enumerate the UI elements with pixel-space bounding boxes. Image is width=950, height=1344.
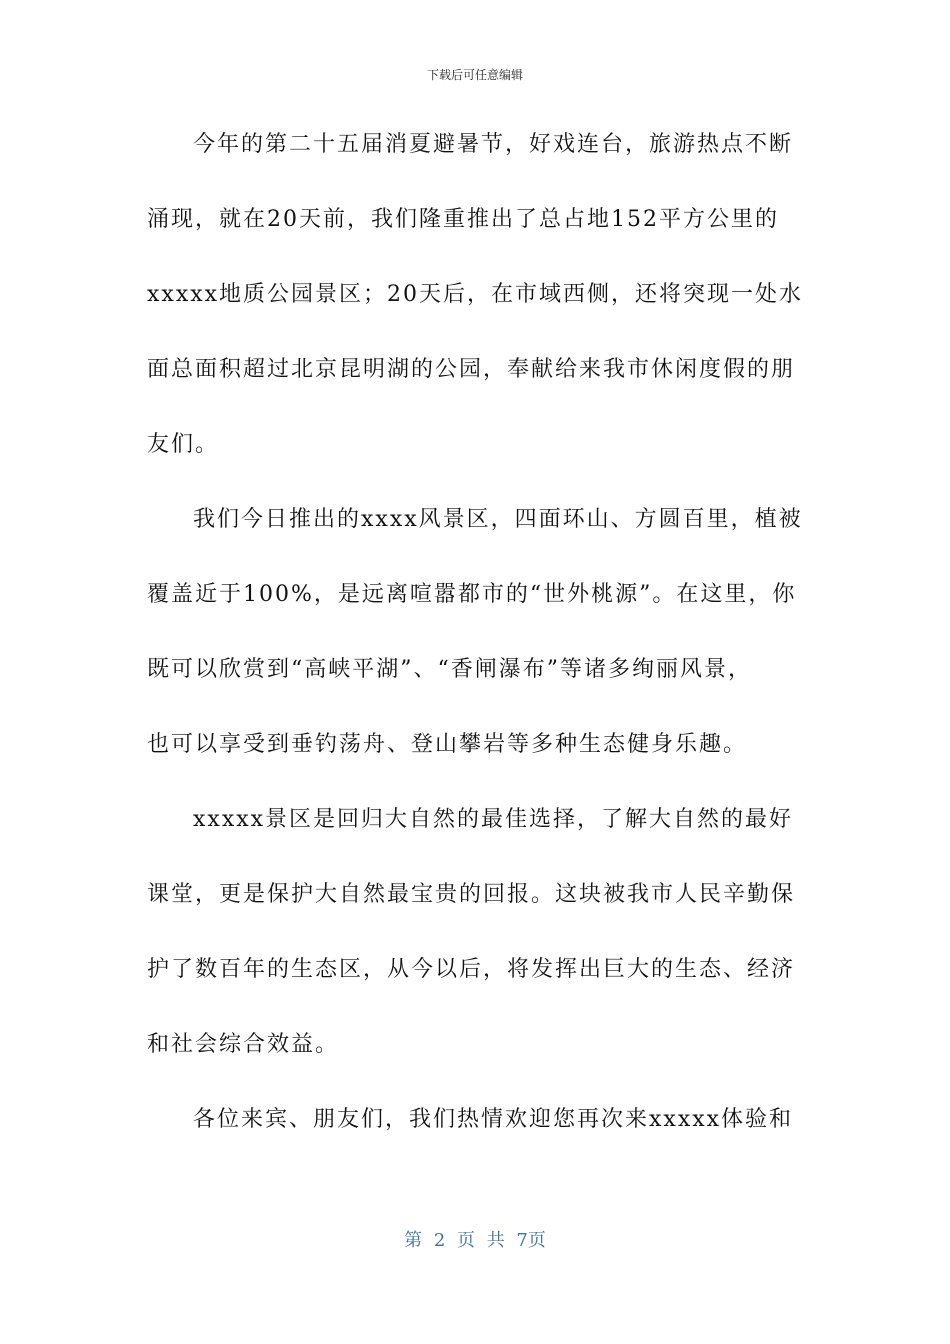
text-line: 各位来宾、朋友们，我们热情欢迎您再次来xxxxx体验和 <box>193 1107 794 1132</box>
header-note: 下载后可任意编辑 <box>426 68 523 82</box>
text-line: 覆盖近于100%，是远离喧嚣都市的“世外桃源”。在这里，你 <box>147 582 797 607</box>
text-line: 和社会综合效益。 <box>147 1032 340 1057</box>
text-line: 我们今日推出的xxxx风景区，四面环山、方圆百里，植被 <box>193 507 803 532</box>
text-line: 友们。 <box>147 432 220 457</box>
text-line: 也可以享受到垂钓荡舟、登山攀岩等多种生态健身乐趣。 <box>147 732 748 757</box>
text-line: 面总面积超过北京昆明湖的公园，奉献给来我市休闲度假的朋 <box>147 357 796 382</box>
text-line: xxxxx景区是回归大自然的最佳选择，了解大自然的最好 <box>193 807 794 832</box>
text-line: xxxxx地质公园景区；20天后，在市域西侧，还将突现一处水 <box>147 282 804 307</box>
page-number-footer: 第 2 页 共 7页 <box>404 1230 546 1251</box>
text-line: 涌现，就在20天前，我们隆重推出了总占地152平方公里的 <box>147 207 779 232</box>
text-line: 护了数百年的生态区，从今以后，将发挥出巨大的生态、经济 <box>147 957 796 982</box>
text-line: 课堂，更是保护大自然最宝贵的回报。这块被我市人民辛勤保 <box>147 882 796 907</box>
text-line: 既可以欣赏到“高峡平湖”、“香闸瀑布”等诸多绚丽风景， <box>147 657 752 682</box>
text-line: 今年的第二十五届消夏避暑节，好戏连台，旅游热点不断 <box>193 132 794 157</box>
